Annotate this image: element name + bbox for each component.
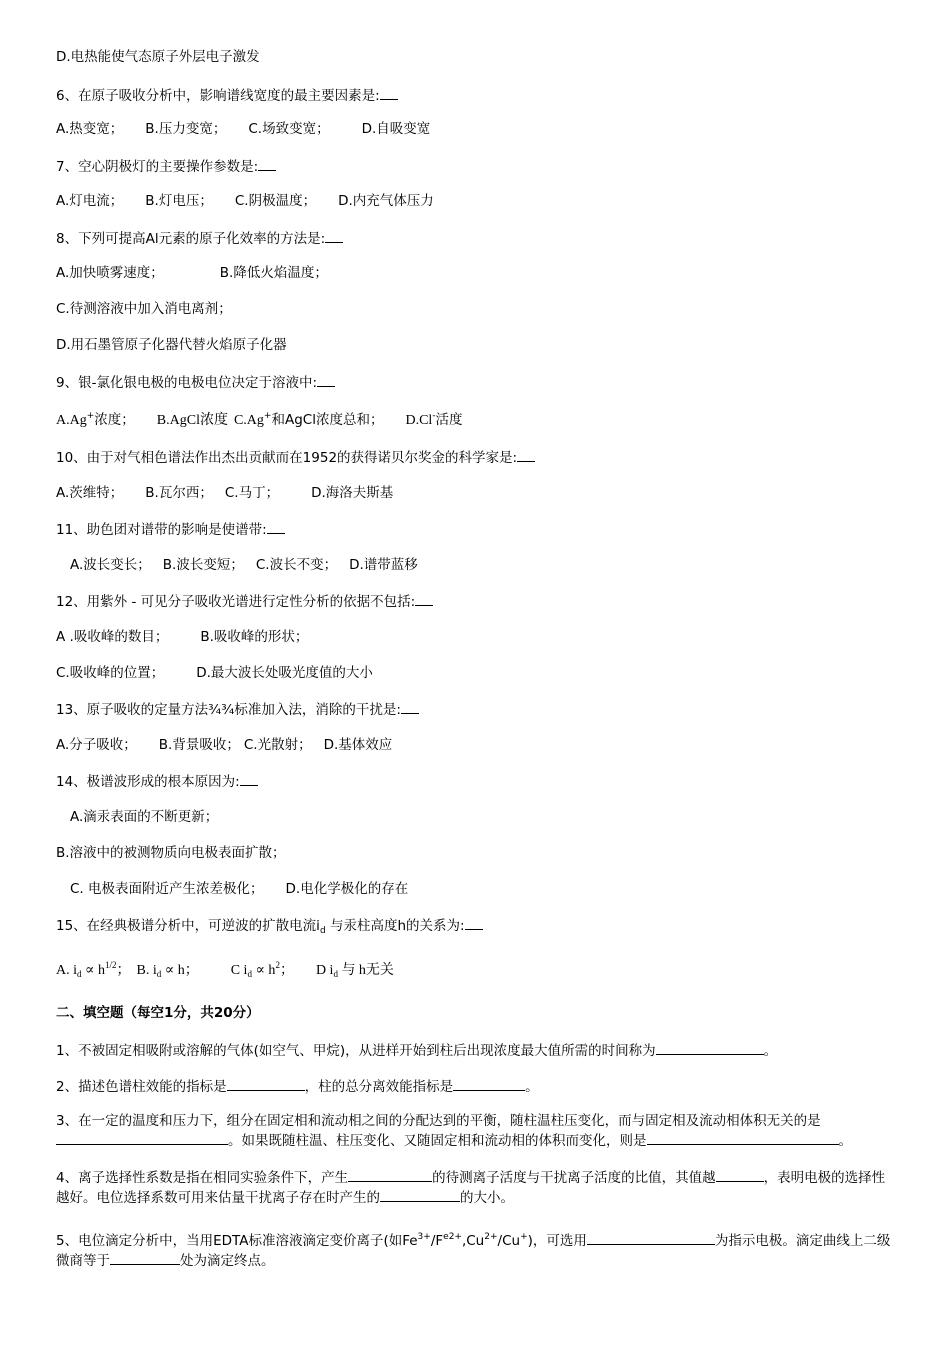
q11-option-a[interactable]: A.波长变长； bbox=[70, 557, 151, 573]
fill-question-2: 2、描述色谱柱效能的指标是 ，柱的总分离效能指标是 。 bbox=[56, 1079, 539, 1095]
q11-options bbox=[70, 556, 418, 574]
q5-option-d: D.电热能使气态原子外层电子激发 bbox=[56, 49, 260, 65]
q9-option-a[interactable]: A.Ag+浓度； bbox=[56, 411, 135, 428]
q9-option-d[interactable]: D.Cl-活度 bbox=[405, 411, 463, 428]
fill-question-4: 4、离子选择性系数是指在相同实验条件下，产生 的待测离子活度与干扰离子活度的比值，其值越 ，表明电极的选择性越好。电位选择系数可用来估量干扰离子存在时产生的 的大小。 bbox=[56, 1170, 886, 1206]
answer-blank[interactable] bbox=[325, 229, 343, 243]
answer-blank[interactable] bbox=[380, 86, 398, 100]
q13-options bbox=[56, 736, 392, 754]
q10-stem: 10、由于对气相色谱法作出杰出贡献而在1952的获得诺贝尔奖金的科学家是: bbox=[56, 448, 535, 467]
q11-option-d[interactable]: D.谱带蓝移 bbox=[349, 557, 418, 573]
fill-question-5: 5、电位滴定分析中，当用EDTA标准溶液滴定变价离子(如$Fe^{3+}/F^{e2+},Cu^{2+}/Cu^+$)，可选用 为指示电极。滴定曲线上二级微商等于 处为滴定终点。 bbox=[56, 1232, 891, 1269]
q15-option-d[interactable]: D $i_d$ 与 h无关 bbox=[315, 963, 394, 979]
q11-option-c[interactable]: C.波长不变； bbox=[255, 557, 338, 573]
answer-blank[interactable] bbox=[240, 772, 258, 786]
answer-blank[interactable] bbox=[348, 1168, 432, 1182]
q14-option-d[interactable]: D.电化学极化的存在 bbox=[285, 881, 409, 897]
q9-options bbox=[56, 411, 463, 430]
q12-option-c[interactable]: C.吸收峰的位置； bbox=[56, 665, 165, 681]
q10-option-c[interactable]: C.马丁； bbox=[224, 485, 280, 501]
answer-blank[interactable] bbox=[587, 1231, 715, 1245]
q13-option-c[interactable]: C.光散射； bbox=[243, 737, 312, 753]
q7-option-b[interactable]: B.灯电压； bbox=[145, 193, 213, 209]
q9-option-c[interactable]: C.Ag+和AgCl浓度总和； bbox=[233, 411, 384, 428]
q12-option-b[interactable]: B.吸收峰的形状； bbox=[200, 629, 309, 645]
answer-blank[interactable] bbox=[380, 1188, 460, 1202]
answer-blank[interactable] bbox=[110, 1251, 180, 1265]
answer-blank[interactable] bbox=[415, 592, 433, 606]
q15-options bbox=[56, 962, 394, 980]
q7-option-c[interactable]: C.阴极温度； bbox=[234, 193, 317, 209]
answer-blank[interactable] bbox=[656, 1041, 764, 1055]
q8-options-ab bbox=[56, 264, 328, 282]
q9-option-b[interactable]: B.AgCl浓度 bbox=[156, 413, 228, 428]
answer-blank[interactable] bbox=[517, 448, 535, 462]
answer-blank[interactable] bbox=[453, 1077, 525, 1091]
q15-option-c[interactable]: C $i_d \propto h^2$； bbox=[230, 960, 294, 979]
q14-option-c[interactable]: C. 电极表面附近产生浓差极化； bbox=[70, 881, 264, 897]
answer-blank[interactable] bbox=[258, 157, 276, 171]
q13-stem: 13、原子吸收的定量方法¾¾标准加入法，消除的干扰是: bbox=[56, 700, 419, 719]
q6-option-b[interactable]: B.压力变宽； bbox=[145, 121, 227, 137]
q7-stem: 7、空心阴极灯的主要操作参数是: bbox=[56, 157, 276, 176]
q7-option-a[interactable]: A.灯电流； bbox=[56, 193, 124, 209]
q11-stem: 11、助色团对谱带的影响是使谱带: bbox=[56, 520, 285, 539]
q15-option-b[interactable]: B. $i_d \propto h$； bbox=[136, 963, 199, 979]
answer-blank[interactable] bbox=[401, 700, 419, 714]
q7-option-d[interactable]: D.内充气体压力 bbox=[338, 193, 434, 209]
q14-option-a[interactable]: A.滴汞表面的不断更新； bbox=[70, 809, 219, 825]
q7-options bbox=[56, 192, 434, 210]
q15-stem: 15、在经典极谱分析中，可逆波的扩散电流$i_d$ 与汞柱高度h的关系为: bbox=[56, 916, 483, 935]
q14-options-cd bbox=[70, 880, 408, 898]
q13-option-a[interactable]: A.分子吸收； bbox=[56, 737, 137, 753]
answer-blank[interactable] bbox=[227, 1077, 305, 1091]
q12-options-cd bbox=[56, 664, 373, 682]
q13-option-b[interactable]: B.背景吸收； bbox=[158, 737, 240, 753]
q8-option-c[interactable]: C.待测溶液中加入消电离剂； bbox=[56, 301, 232, 317]
q14-stem: 14、极谱波形成的根本原因为: bbox=[56, 772, 258, 791]
q12-stem: 12、用紫外 - 可见分子吸收光谱进行定性分析的依据不包括: bbox=[56, 592, 433, 611]
section-heading: 二、填空题（每空1分，共20分） bbox=[56, 1005, 260, 1021]
q6-stem: 6、在原子吸收分析中，影响谱线宽度的最主要因素是: bbox=[56, 86, 398, 105]
q6-option-c[interactable]: C.场致变宽； bbox=[248, 121, 330, 137]
q8-stem: 8、下列可提高Al元素的原子化效率的方法是: bbox=[56, 229, 343, 248]
answer-blank[interactable] bbox=[267, 520, 285, 534]
q12-option-d[interactable]: D.最大波长处吸光度值的大小 bbox=[196, 665, 373, 681]
q13-option-d[interactable]: D.基体效应 bbox=[323, 737, 393, 753]
q6-option-d[interactable]: D.自吸变宽 bbox=[361, 121, 431, 137]
q10-options bbox=[56, 484, 393, 502]
q8-option-b[interactable]: B.降低火焰温度； bbox=[219, 265, 328, 281]
q10-option-a[interactable]: A.茨维特； bbox=[56, 485, 124, 501]
q10-option-d[interactable]: D.海洛夫斯基 bbox=[311, 485, 394, 501]
q14-option-b[interactable]: B.溶液中的被测物质向电极表面扩散； bbox=[56, 845, 286, 861]
answer-blank[interactable] bbox=[56, 1131, 228, 1145]
q8-option-d[interactable]: D.用石墨管原子化器代替火焰原子化器 bbox=[56, 337, 287, 353]
q6-option-a[interactable]: A.热变宽； bbox=[56, 121, 124, 137]
answer-blank[interactable] bbox=[716, 1168, 764, 1182]
q10-option-b[interactable]: B.瓦尔西； bbox=[145, 485, 213, 501]
q12-option-a[interactable]: A .吸收峰的数目； bbox=[56, 629, 169, 645]
fill-question-1: 1、不被固定相吸附或溶解的气体(如空气、甲烷)，从进样开始到柱后出现浓度最大值所需的时间称为 。 bbox=[56, 1043, 778, 1059]
q6-options bbox=[56, 120, 430, 138]
answer-blank[interactable] bbox=[317, 373, 335, 387]
q8-option-a[interactable]: A.加快喷雾速度； bbox=[56, 265, 164, 281]
q12-options-ab bbox=[56, 628, 308, 646]
q9-stem: 9、银-氯化银电极的电极电位决定于溶液中: bbox=[56, 373, 335, 392]
q15-option-a[interactable]: A. $i_d \propto h^{1/2}$； bbox=[56, 960, 131, 979]
answer-blank[interactable] bbox=[465, 916, 483, 930]
fill-question-3: 3、在一定的温度和压力下，组分在固定相和流动相之间的分配达到的平衡，随柱温柱压变化，而与固定相及流动相体积无关的是。如果既随柱温、柱压变化、又随固定相和流动相的体积而变化，则是 。 bbox=[56, 1113, 852, 1149]
answer-blank[interactable] bbox=[647, 1131, 839, 1145]
q11-option-b[interactable]: B.波长变短； bbox=[162, 557, 244, 573]
